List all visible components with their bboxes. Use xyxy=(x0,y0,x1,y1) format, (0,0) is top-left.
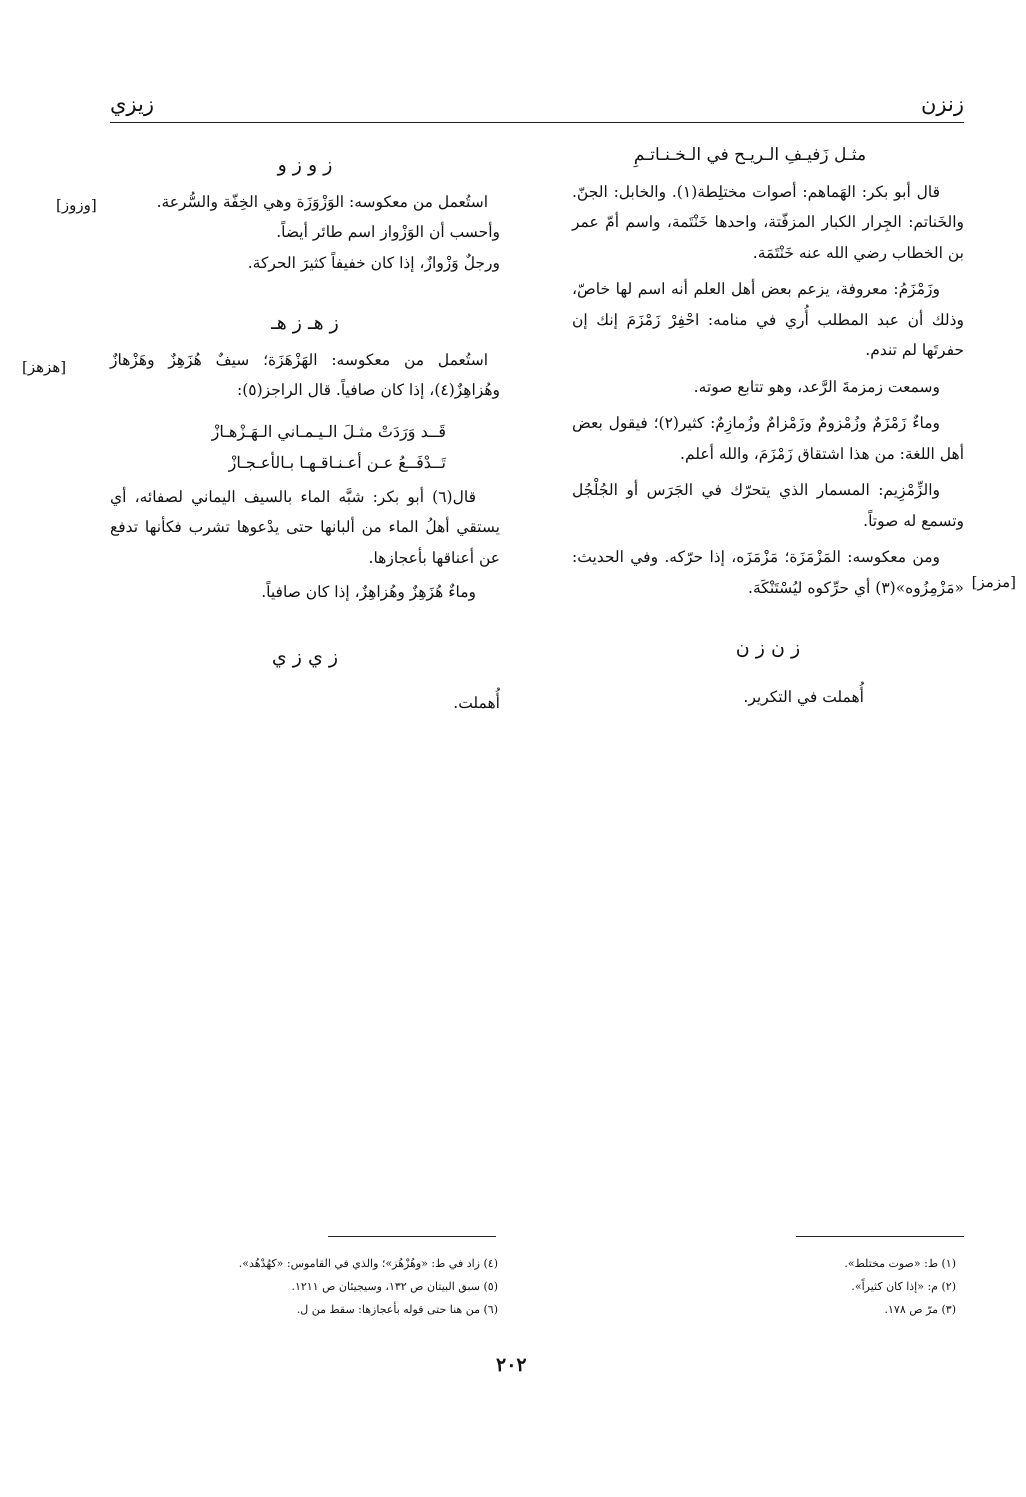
footnotes-right xyxy=(844,1252,956,1321)
paragraph: استُعمل من معكوسه: الهَزْهَزَة؛ سيفٌ هُزَهِزٌ وهَزْهازٌ وهُزاهِزٌ(٤)، إذا كان صافياً. قال الراجز(٥): xyxy=(110,350,500,399)
footnote: (٢) م: «إذا كان كثيراً». xyxy=(851,1280,956,1293)
paragraph: وسمعت زمزمةَ الرَّعد، وهو تتابع صوته. xyxy=(693,377,940,396)
paragraph: ومن معكوسه: المَزْمَزَة؛ مَزْمَزَه، إذا حرّكه. وفي الحديث: «مَزْمِزُوه»(٣) أي حرِّكوه ليُسْتَنْكَهَ. xyxy=(572,548,964,597)
section-title: ز هـ ز هـ xyxy=(271,312,339,334)
page-number: ٢٠٢ xyxy=(496,1354,527,1376)
paragraph: وزَمْزَمُ: معروفة، يزعم بعض أهل العلم أنه اسم لها خاصّ، وذلك أن عبد المطلب أُري في منامه: احْفِرْ زَمْزَمَ إنك إن حفرتَها لم تندم. xyxy=(572,280,964,359)
footnote: (٦) من هنا حتى قوله بأعجازها: سقط من ل. xyxy=(296,1303,498,1316)
text-line: وأحسب أن الوَزْواز اسم طائر أيضاً. xyxy=(276,223,500,241)
text-line: استُعمل من معكوسه: الوَزْوَزَة وهي الخِفّة والسُّرعة. xyxy=(156,192,488,211)
margin-label: [هزهز] xyxy=(22,358,67,376)
section-title: ز ي ز ي xyxy=(271,645,339,668)
footnote-rule xyxy=(328,1236,496,1237)
header-rule xyxy=(110,122,964,123)
section-title: ز و ز و xyxy=(277,154,333,176)
paragraph: وماءٌ هُزَهِزٌ وهُزاهِزٌ، إذا كان صافياً. xyxy=(261,583,476,601)
section-text: أُهملت في التكرير. xyxy=(743,687,864,706)
footnotes-left xyxy=(239,1252,498,1321)
verse-line: قَــد وَرَدَتْ مثـلَ الـيـمـاني الـهَـزْهـازْ xyxy=(211,422,446,441)
paragraph: قال(٦) أبو بكر: شبَّه الماء بالسيف اليماني لصفائه، أي يستقي أهلُ الماء من ألبانها حتى يدْعوها تشرب فكأنها تدفع عن أعناقها بأعجازها. xyxy=(110,487,500,567)
text-line: ورجلٌ وَزْوازٌ، إذا كان خفيفاً كثيرَ الحركة. xyxy=(247,253,500,272)
paragraph: قال أبو بكر: الهَماهم: أصوات مختلِطة(١). والخابل: الجنّ. والخَناتم: الجِرار الكبار المزفّتة، واحدها خَنْتَمة، واسم أمّ عمر بن الخطاب رضي الله عنه خَنْتَمَة. xyxy=(572,182,964,262)
footnote: (٥) سبق البيتان ص ١٣٢، وسيجيئان ص ١٢١١. xyxy=(291,1280,498,1293)
running-header-left: زيزي xyxy=(110,92,155,116)
footnote: (٣) مرّ ص ١٧٨. xyxy=(884,1303,956,1316)
footnote-rule xyxy=(796,1236,964,1237)
paragraph: والزِّمْزِيم: المسمار الذي يتحرّك في الجَرَس أو الجُلْجُل وتسمع له صوتاً. xyxy=(572,481,964,530)
right-column xyxy=(572,140,964,712)
verse-heading: مثـل زَفيـفِ الـريـح في الـخـنـاتـمِ xyxy=(633,145,867,165)
footnote: (١) ط: «صوت مختلط». xyxy=(844,1257,956,1270)
footnote: (٤) زاد في ط: «وهُزْهُز»؛ والذي في القاموس: «كهُدْهُد». xyxy=(238,1257,498,1270)
margin-label: [وزوز] xyxy=(56,196,97,214)
running-header-right: زنزن xyxy=(921,92,964,116)
section-text: أُهملت. xyxy=(453,694,500,712)
paragraph: وماءٌ زَمْزَمٌ وزُمْزومٌ وزَمْزامٌ وزُمازِمٌ: كثير(٢)؛ فيقول بعض أهل اللغة: من هذا اشتقاق زَمْزَمَ، والله أعلم. xyxy=(572,414,964,463)
section-title: ز ن ز ن xyxy=(735,637,801,659)
margin-label: [مزمز] xyxy=(971,573,1016,591)
verse-line: تَــدْفَــعُ عـن أعـنـاقـهـا بـالأعـجـازْ xyxy=(228,453,446,472)
